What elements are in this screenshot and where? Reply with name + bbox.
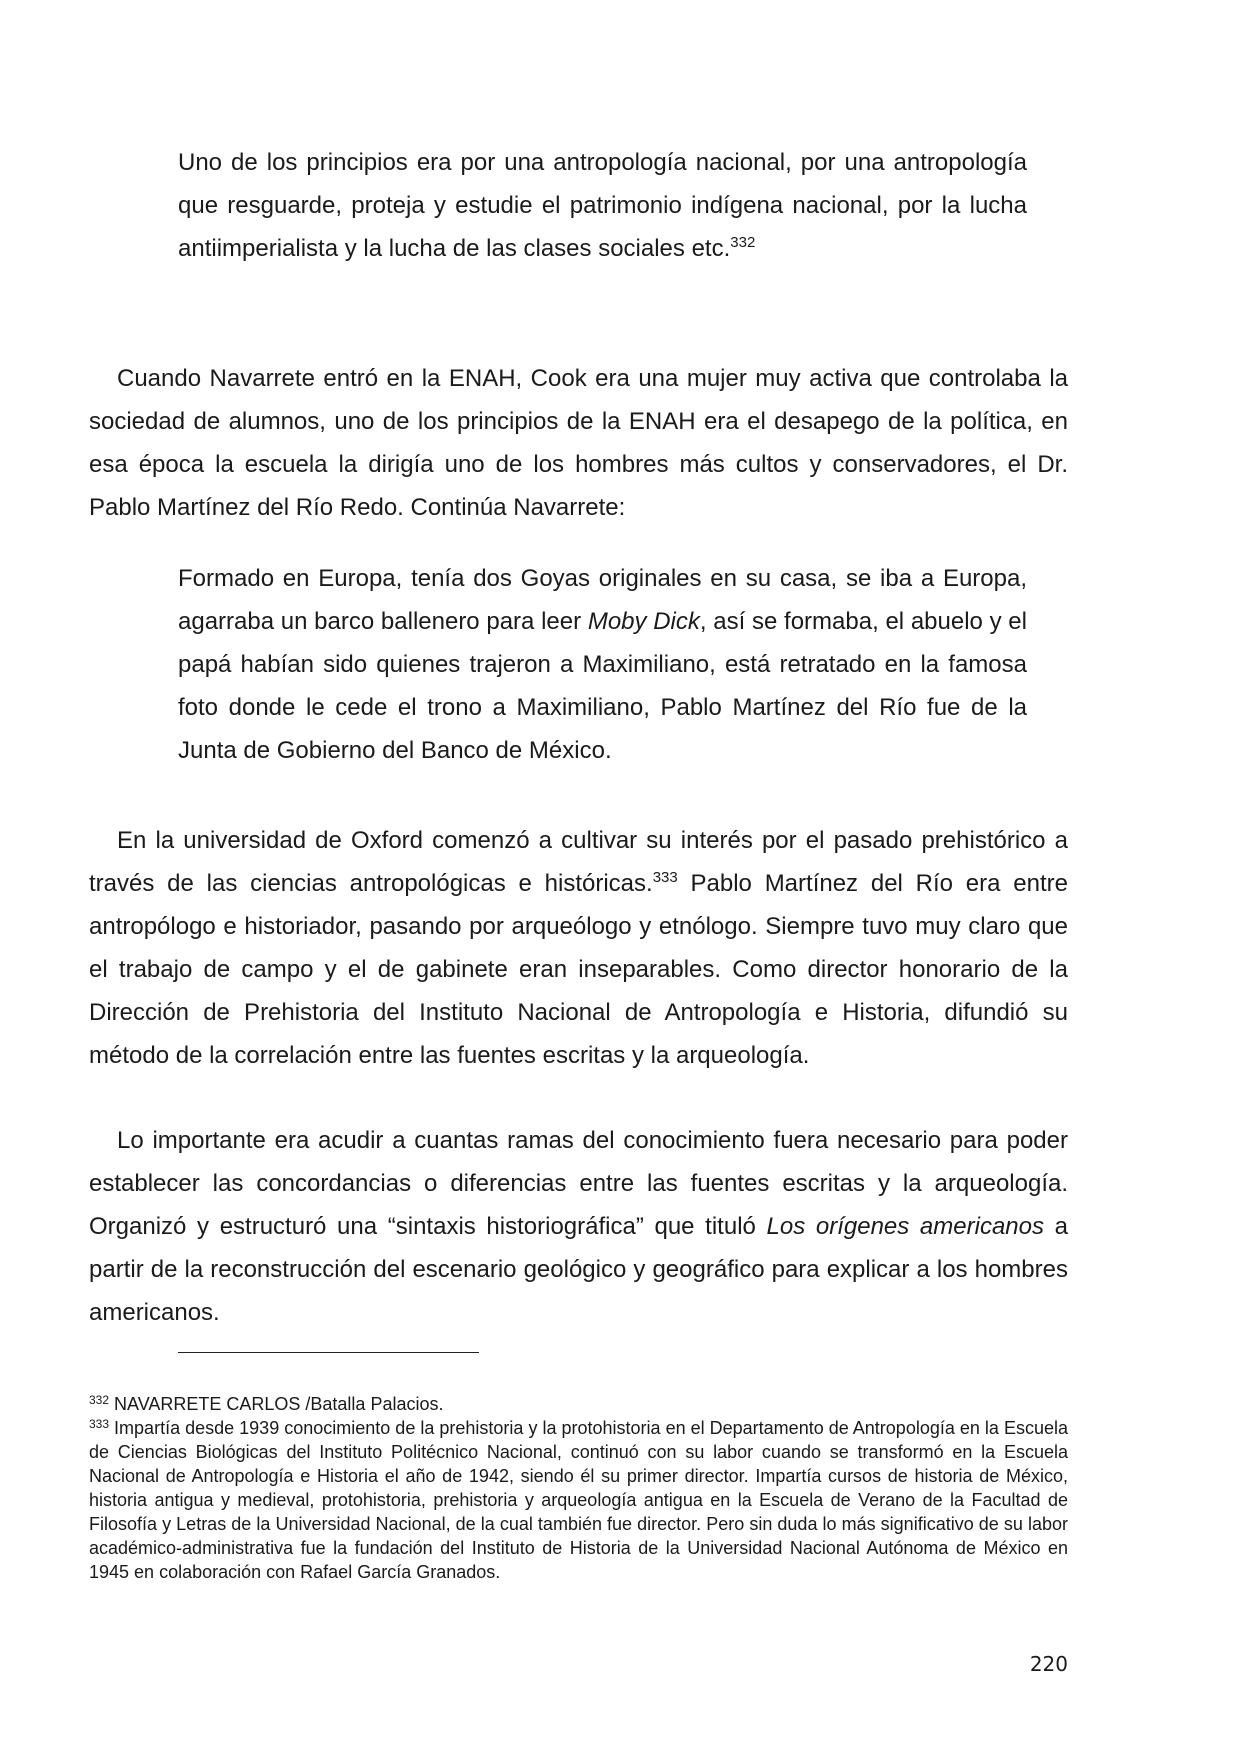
block-quote-2-italic-title: Moby Dick <box>587 608 700 635</box>
body-paragraph-1-text: Cuando Navarrete entró en la ENAH, Cook era una mujer muy activa que controlaba la sociedad de alumnos, uno de los principios de la ENAH era el desapego de la política, en esa época la escuela la dirigía uno de los hombres más cultos y conservadores, el Dr. Pablo Martínez del Río Redo. Continúa Navarrete: <box>89 365 1068 521</box>
footnote-333 <box>89 1416 1068 1584</box>
footnote-ref-332[interactable]: 332 <box>730 234 756 251</box>
block-quote-1 <box>178 141 1027 270</box>
page-number: 220 <box>1029 1652 1068 1676</box>
footnote-ref-333[interactable]: 333 <box>652 869 678 886</box>
body-paragraph-2 <box>89 819 1068 1077</box>
footnote-number: 333 <box>89 1417 110 1431</box>
block-quote-2-text-a: Formado en Europa, tenía dos Goyas originales en su casa, se iba a Europa, agarraba un barco ballenero para leer <box>178 565 1027 635</box>
footnote-number: 332 <box>89 1393 110 1407</box>
body-paragraph-3-italic-title: Los orígenes americanos <box>766 1213 1044 1240</box>
body-paragraph-3 <box>89 1119 1068 1334</box>
body-paragraph-2-text-a: En la universidad de Oxford comenzó a cultivar su interés por el pasado prehistórico a través de las ciencias antropológicas e históricas. <box>89 827 1068 897</box>
footnotes-section <box>89 1392 1068 1584</box>
block-quote-2 <box>178 557 1027 772</box>
footnote-separator <box>178 1352 479 1353</box>
block-quote-2-text-b: , así se formaba, el abuelo y el papá habían sido quienes trajeron a Maximiliano, está retratado en la famosa foto donde le cede el trono a Maximiliano, Pablo Martínez del Río fue de la Junta de Gobierno del Banco de México. <box>178 608 1027 764</box>
body-paragraph-3-text-b: a partir de la reconstrucción del escenario geológico y geográfico para explicar a los hombres americanos. <box>89 1213 1069 1326</box>
block-quote-1-text: Uno de los principios era por una antropología nacional, por una antropología que resguarde, proteja y estudie el patrimonio indígena nacional, por la lucha antiimperialista y la lucha de las clases sociales etc. <box>178 149 1027 262</box>
body-paragraph-2-text-b: Pablo Martínez del Río era entre antropólogo e historiador, pasando por arqueólogo y etnólogo. Siempre tuvo muy claro que el trabajo de campo y el de gabinete eran inseparables. Como director honorario de la Dirección de Prehistoria del Instituto Nacional de Antropología e Historia, difundió su método de la correlación entre las fuentes escritas y la arqueología. <box>89 870 1068 1069</box>
body-paragraph-1 <box>89 357 1068 529</box>
body-paragraph-3-text-a: Lo importante era acudir a cuantas ramas del conocimiento fuera necesario para poder establecer las concordancias o diferencias entre las fuentes escritas y la arqueología. Organizó y estructuró una “sintaxis historiográfica” que tituló <box>89 1127 1068 1240</box>
footnote-text: Impartía desde 1939 conocimiento de la prehistoria y la protohistoria en el Departamento de Antropología en la Escuela de Ciencias Biológicas del Instituto Politécnico Nacional, continuó con su labor cuando se transformó en la Escuela Nacional de Antropología e Historia el año de 1942, siendo él su primer director. Impartía cursos de historia de México, historia antigua y medieval, protohistoria, prehistoria y arqueología antigua en la Escuela de Verano de la Facultad de Filosofía y Letras de la Universidad Nacional, de la cual también fue director. Pero sin duda lo más significativo de su labor académico-administrativa fue la fundación del Instituto de Historia de la Universidad Nacional Autónoma de México en 1945 en colaboración con Rafael García Granados. <box>89 1418 1068 1582</box>
footnote-text: NAVARRETE CARLOS /Batalla Palacios. <box>109 1394 444 1414</box>
footnote-332 <box>89 1392 1068 1416</box>
